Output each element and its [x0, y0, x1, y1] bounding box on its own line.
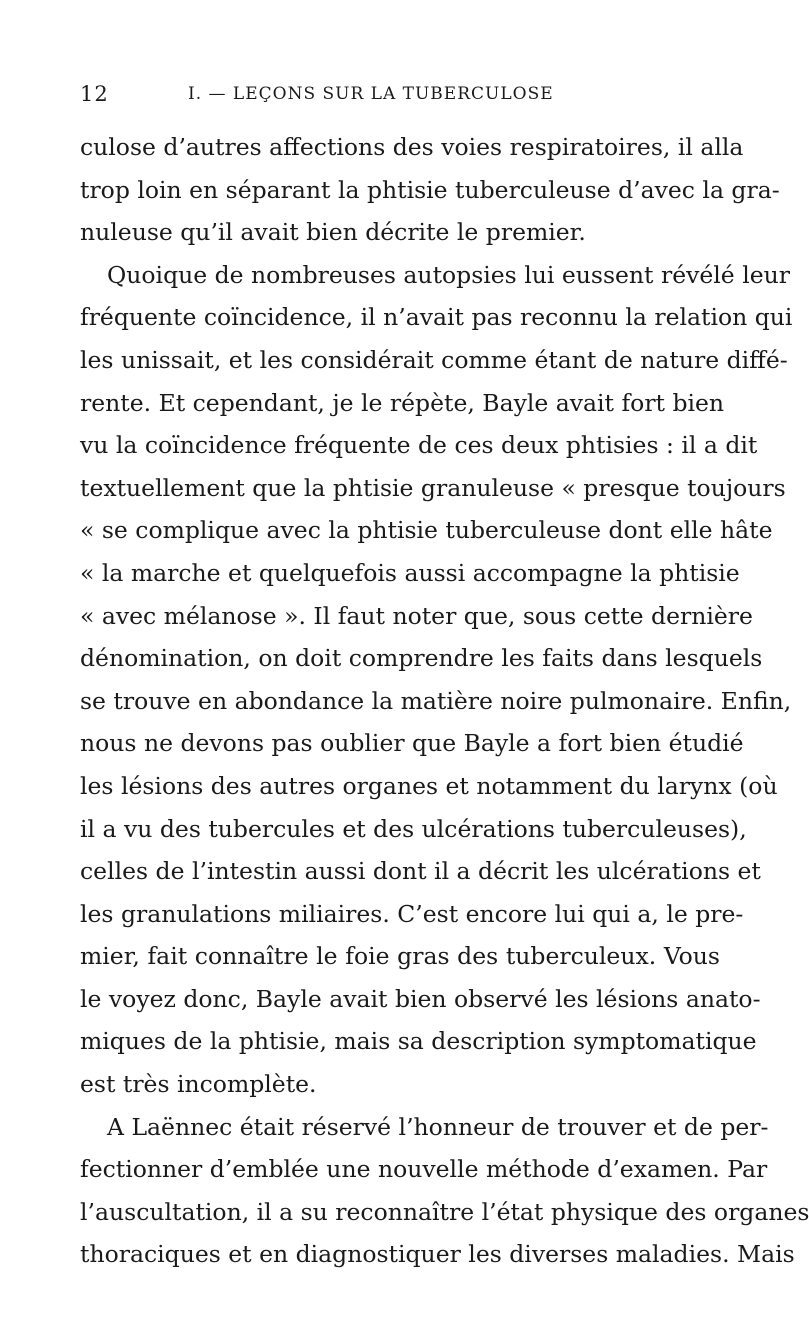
text-line: nous ne devons pas oublier que Bayle a fort bien étudié	[80, 729, 744, 758]
text-line: le voyez donc, Bayle avait bien observé les lésions anato-	[80, 984, 761, 1013]
page-number: 12	[80, 82, 109, 106]
text-line: A Laënnec était réservé l’honneur de trouver et de per-	[107, 1112, 769, 1141]
text-line: thoraciques et en diagnostiquer les diverses maladies. Mais	[80, 1240, 795, 1269]
text-line: celles de l’intestin aussi dont il a décrit les ulcérations et	[80, 857, 761, 886]
text-line: « avec mélanose ». Il faut noter que, sous cette dernière	[80, 601, 753, 630]
running-head	[80, 82, 720, 114]
text-line: dénomination, on doit comprendre les faits dans lesquels	[80, 644, 763, 673]
text-line: « se complique avec la phtisie tuberculeuse dont elle hâte	[80, 516, 773, 545]
text-line: culose d’autres affections des voies respiratoires, il alla	[80, 133, 744, 161]
text-line: les unissait, et les considérait comme étant de nature diffé-	[80, 345, 788, 374]
text-line: les granulations miliaires. C’est encore lui qui a, le pre-	[80, 899, 744, 928]
text-line: se trouve en abondance la matière noire pulmonaire. Enfin,	[80, 686, 792, 715]
text-line: rente. Et cependant, je le répète, Bayle avait fort bien	[80, 388, 725, 417]
text-line: trop loin en séparant la phtisie tuberculeuse d’avec la gra-	[80, 175, 780, 204]
text-line: nuleuse qu’il avait bien décrite le premier.	[80, 218, 586, 247]
text-line: vu la coïncidence fréquente de ces deux phtisies : il a dit	[80, 431, 758, 460]
text-line: fectionner d’emblée une nouvelle méthode d’examen. Par	[80, 1155, 768, 1184]
running-head-title: I. — LEÇONS SUR LA TUBERCULOSE	[188, 84, 554, 104]
text-line: fréquente coïncidence, il n’avait pas reconnu la relation qui	[80, 303, 793, 332]
text-line: est très incomplète.	[80, 1070, 317, 1099]
text-line: mier, fait connaître le foie gras des tuberculeux. Vous	[80, 942, 720, 971]
text-line: textuellement que la phtisie granuleuse « presque toujours	[80, 473, 786, 502]
text-line: les lésions des autres organes et notamment du larynx (où	[80, 771, 778, 800]
text-line: Quoique de nombreuses autopsies lui eussent révélé leur	[107, 260, 790, 289]
body-text	[80, 126, 809, 1276]
text-line: « la marche et quelquefois aussi accompagne la phtisie	[80, 558, 740, 587]
text-line: l’auscultation, il a su reconnaître l’état physique des organes	[80, 1197, 809, 1226]
text-line: miques de la phtisie, mais sa description symptomatique	[80, 1027, 757, 1056]
text-line: il a vu des tubercules et des ulcérations tuberculeuses),	[80, 814, 747, 843]
